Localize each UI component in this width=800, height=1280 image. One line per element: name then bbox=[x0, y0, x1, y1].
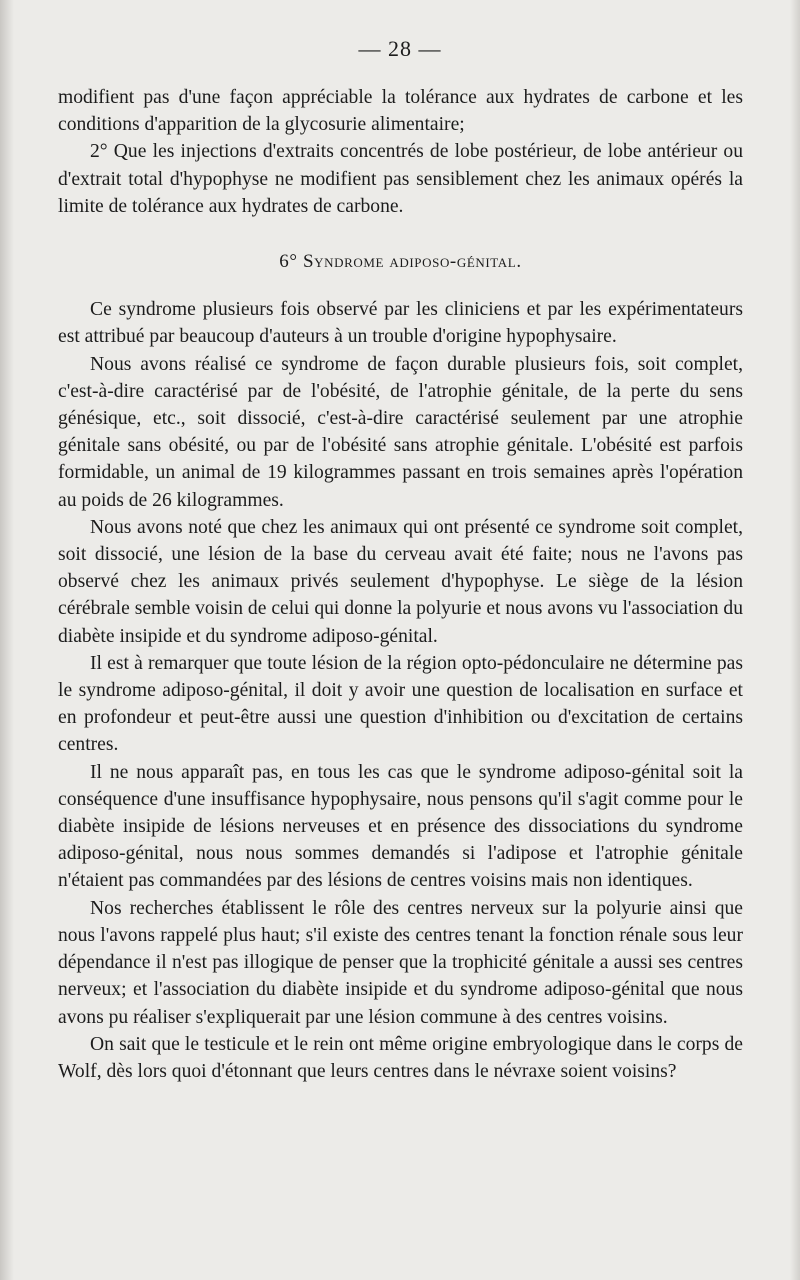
page-edge-shadow-right bbox=[790, 0, 800, 1280]
page-edge-shadow-left bbox=[0, 0, 14, 1280]
paragraph-continuation: modifient pas d'une façon appréciable la tolérance aux hydrates de carbone et les conditions d'apparition de la glycosurie alimentaire; bbox=[58, 87, 743, 136]
paragraph-conclusion-2: 2° Que les injections d'extraits concentrés de lobe postérieur, de lobe antérieur ou d'extrait total d'hypophyse ne modifient pas sensiblement chez les animaux opérés la limite de tolérance aux hydrates de carbone. bbox=[58, 141, 743, 217]
body-text bbox=[58, 84, 743, 1085]
section-paragraph: Nous avons noté que chez les animaux qui ont présenté ce syndrome soit complet, soit dissocié, une lésion de la base du cerveau avait été faite; nous ne l'avons pas observé chez les animaux privés seulement d'hypophyse. Le siège de la lésion cérébrale semble voisin de celui qui donne la polyurie et nous avons vu l'association du diabète insipide et du syndrome adiposo-génital. bbox=[58, 516, 743, 647]
section-paragraph: Il ne nous apparaît pas, en tous les cas que le syndrome adiposo-génital soit la conséquence d'une insuffisance hypophysaire, nous pensons qu'il s'agit comme pour le diabète insipide de lésions nerveuses et en présence des dissociations du syndrome adiposo-génital, nous nous sommes demandés si l'adipose et l'atrophie génitale n'étaient pas commandées par des lésions de centres voisins mais non identiques. bbox=[58, 761, 743, 892]
section-paragraph: Ce syndrome plusieurs fois observé par les cliniciens et par les expérimentateurs est attribué par beaucoup d'auteurs à un trouble d'origine hypophysaire. bbox=[58, 299, 743, 348]
section-paragraph: On sait que le testicule et le rein ont même origine embryologique dans le corps de Wolf, dès lors quoi d'étonnant que leurs centres dans le névraxe soient voisins? bbox=[58, 1033, 743, 1082]
section-paragraph: Il est à remarquer que toute lésion de la région opto-pédonculaire ne détermine pas le syndrome adiposo-génital, il doit y avoir une question de localisation en surface et en profondeur et peut-être aussi une question d'inhibition ou d'excitation de certains centres. bbox=[58, 652, 743, 756]
section-paragraph: Nous avons réalisé ce syndrome de façon durable plusieurs fois, soit complet, c'est-à-dire caractérisé par de l'obésité, de l'atrophie génitale, de la perte du sens génésique, etc., soit dissocié, c'est-à-dire caractérisé seulement par une atrophie génitale sans obésité, ou par de l'obésité sans atrophie génitale. L'obésité est parfois formidable, un animal de 19 kilogrammes passant en trois semaines après l'opération au poids de 26 kilogrammes. bbox=[58, 353, 743, 511]
section-paragraph: Nos recherches établissent le rôle des centres nerveux sur la polyurie ainsi que nous l'avons rappelé plus haut; s'il existe des centres tenant la fonction rénale sous leur dépendance il n'est pas illogique de penser que la trophicité génitale a aussi ses centres nerveux; et l'association du diabète insipide et du syndrome adiposo-génital que nous avons pu réaliser s'expliquerait par une lésion commune à des centres voisins. bbox=[58, 897, 743, 1028]
section-heading: 6° Syndrome adiposo-génital. bbox=[279, 251, 522, 273]
page-number: — 28 — bbox=[358, 36, 442, 61]
